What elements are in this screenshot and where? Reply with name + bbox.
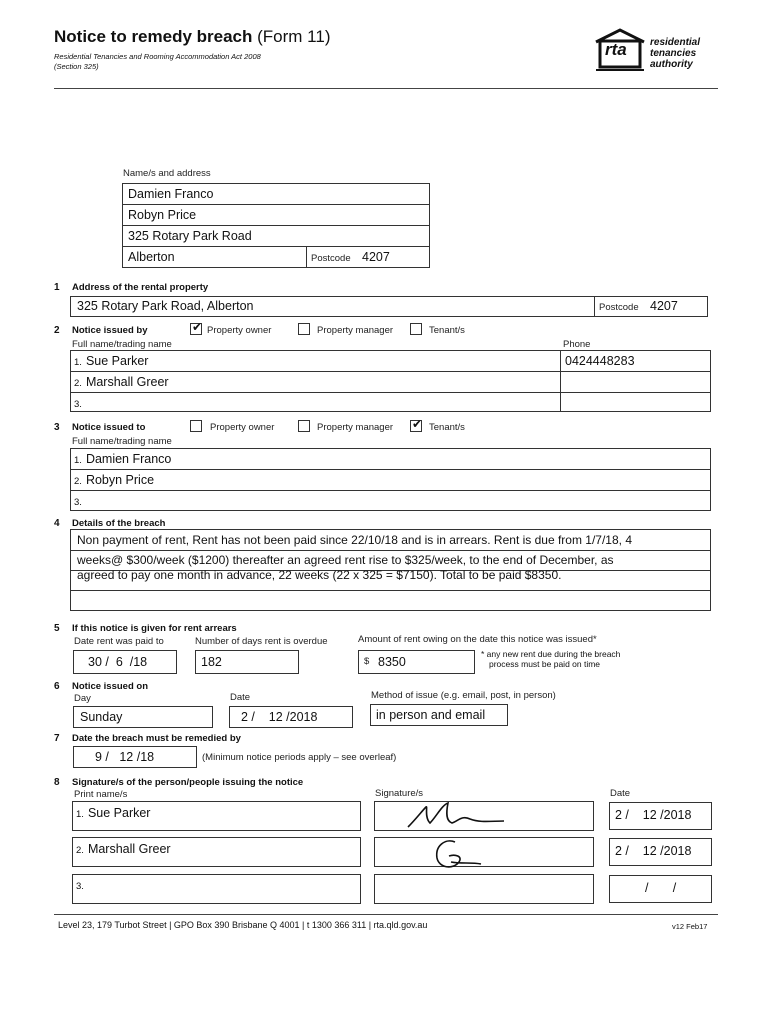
row-number: 3. xyxy=(76,881,84,892)
issued-by-phone-label: Phone xyxy=(563,339,591,350)
names-postcode-field[interactable]: 4207 xyxy=(362,250,390,264)
issue-date-field: 2 / 12 /2018 xyxy=(241,710,318,724)
issued-to-owner-label: Property owner xyxy=(210,422,275,433)
section-8-label: Signature/s of the person/people issuing the notice xyxy=(72,777,304,788)
issue-date-year: 2018 xyxy=(289,710,318,724)
names-row-line xyxy=(122,225,430,226)
rta-logo-text: rta xyxy=(605,40,627,59)
rta-logo-line1: residential xyxy=(650,37,701,48)
header-divider xyxy=(54,88,718,89)
issued-by-manager-label: Property manager xyxy=(317,325,394,336)
act-section: (Section 325) xyxy=(54,62,99,71)
sig-date-1-month: 12 xyxy=(642,808,657,822)
issued-by-owner-label: Property owner xyxy=(207,325,272,336)
issued-to-name-1: Damien Franco xyxy=(85,452,172,466)
property-postcode-field[interactable]: 4207 xyxy=(650,299,678,313)
signature-label: Signature/s xyxy=(375,788,424,799)
row-number: 2. xyxy=(74,378,82,389)
print-name-3-box[interactable] xyxy=(72,874,361,904)
section-2-label: Notice issued by xyxy=(72,325,148,336)
names-label: Name/s and address xyxy=(123,168,211,179)
days-overdue-field: 182 xyxy=(201,655,222,669)
section-7-number: 7 xyxy=(54,733,60,744)
rent-paid-day: 30 xyxy=(88,655,102,669)
amount-owing-box[interactable] xyxy=(358,650,475,674)
sig-date-2-year: 2018 xyxy=(663,844,692,858)
property-postcode-divider xyxy=(594,296,595,317)
issued-by-row-1[interactable] xyxy=(74,354,148,368)
section-5-number: 5 xyxy=(54,623,60,634)
issued-by-row-3[interactable] xyxy=(74,396,86,410)
issued-by-tenant-label: Tenant/s xyxy=(429,325,465,336)
section-5-label: If this notice is given for rent arrears xyxy=(72,623,237,634)
names-row-line xyxy=(122,246,430,247)
rent-note-line-2: process must be paid on time xyxy=(489,659,601,669)
dollar-sign: $ xyxy=(364,656,370,667)
rta-logo xyxy=(592,28,712,76)
form-title xyxy=(54,27,331,47)
issued-to-name-2: Robyn Price xyxy=(85,473,155,487)
section-2-number: 2 xyxy=(54,325,60,336)
issued-by-tenant-checkbox[interactable] xyxy=(410,323,422,335)
issue-date-day: 2 xyxy=(241,710,248,724)
print-name-1 xyxy=(76,806,150,820)
remedy-date-day: 9 xyxy=(95,750,102,764)
section-6-label: Notice issued on xyxy=(72,681,149,692)
signature-date-3-separators: / / xyxy=(645,881,677,895)
section-1-label: Address of the rental property xyxy=(72,282,209,293)
issued-to-manager-checkbox[interactable] xyxy=(298,420,310,432)
signature-date-1: 2 / 12 /2018 xyxy=(615,808,692,822)
sig-date-1-year: 2018 xyxy=(663,808,692,822)
breach-details-line-2[interactable]: weeks@ $300/week ($1200) thereafter an agreed rent rise to $325/week, to the end of December, as xyxy=(77,553,614,567)
breach-details-line-1[interactable]: Non payment of rent, Rent has not been paid since 22/10/18 and is in arrears. Rent is due from 1/7/18, 4 xyxy=(77,533,632,547)
section-7-label: Date the breach must be remedied by xyxy=(72,733,241,744)
issued-by-phone-divider xyxy=(560,350,561,412)
rent-paid-to-label: Date rent was paid to xyxy=(74,636,164,647)
issued-to-tenant-checkbox[interactable] xyxy=(410,417,423,432)
row-number: 1. xyxy=(74,455,82,466)
signature-1-drawing xyxy=(400,797,510,833)
issued-to-manager-label: Property manager xyxy=(317,422,394,433)
amount-owing-field: 8350 xyxy=(378,655,406,669)
act-name: Residential Tenancies and Rooming Accommodation Act 2008 xyxy=(54,52,261,61)
print-name-1-text: Sue Parker xyxy=(87,806,151,820)
issued-by-phone-1[interactable]: 0424448283 xyxy=(565,354,635,368)
row-number: 1. xyxy=(76,809,84,820)
section-6-number: 6 xyxy=(54,681,60,692)
check-mark-icon: ✔ xyxy=(192,320,203,334)
section-4-label: Details of the breach xyxy=(72,518,166,529)
issued-by-row-line xyxy=(70,371,711,372)
section-3-label: Notice issued to xyxy=(72,422,146,433)
section-4-number: 4 xyxy=(54,518,60,529)
issue-method-label: Method of issue (e.g. email, post, in person) xyxy=(371,690,556,701)
footer-version: v12 Feb17 xyxy=(672,922,708,931)
issued-by-name-label: Full name/trading name xyxy=(72,339,172,350)
names-line4-field[interactable]: Alberton xyxy=(128,250,175,264)
breach-row-line xyxy=(70,550,711,551)
issued-by-manager-checkbox[interactable] xyxy=(298,323,310,335)
row-number: 1. xyxy=(74,357,82,368)
print-name-2 xyxy=(76,842,171,856)
rta-logo-line3: authority xyxy=(650,59,693,70)
names-line3-field[interactable]: 325 Rotary Park Road xyxy=(128,229,252,243)
issue-day-label: Day xyxy=(74,693,91,704)
amount-owing-label: Amount of rent owing on the date this notice was issued* xyxy=(358,634,597,645)
remedy-date-month: 12 xyxy=(119,750,134,764)
rent-note-line-1: * any new rent due during the breach xyxy=(481,649,621,659)
issued-by-row-2[interactable] xyxy=(74,375,169,389)
remedy-date-field: 9 / 12 /18 xyxy=(95,750,155,764)
sig-date-1-day: 2 xyxy=(615,808,622,822)
names-postcode-divider xyxy=(306,246,307,268)
issued-to-name-label: Full name/trading name xyxy=(72,436,172,447)
signature-date-label: Date xyxy=(610,788,631,799)
issued-to-row-3[interactable] xyxy=(74,494,86,508)
issued-to-tenant-label: Tenant/s xyxy=(429,422,465,433)
issued-by-name-2: Marshall Greer xyxy=(85,375,169,389)
issued-by-owner-checkbox[interactable] xyxy=(190,320,203,335)
signature-3-box[interactable] xyxy=(374,874,594,904)
section-3-number: 3 xyxy=(54,422,60,433)
property-postcode-label: Postcode xyxy=(599,302,639,313)
issue-method-field: in person and email xyxy=(376,708,486,722)
remedy-note: (Minimum notice periods apply – see overleaf) xyxy=(202,752,397,763)
form-title-number: (Form 11) xyxy=(257,27,331,46)
issued-to-row-2[interactable] xyxy=(74,473,154,487)
check-mark-icon: ✔ xyxy=(412,417,423,431)
rta-logo-line2: tenancies xyxy=(650,48,697,59)
signature-2-drawing xyxy=(425,834,485,874)
rent-paid-year: 18 xyxy=(133,655,148,669)
issued-by-row-line xyxy=(70,392,711,393)
days-overdue-label: Number of days rent is overdue xyxy=(195,636,328,647)
rent-paid-to-field: 30 / 6 /18 xyxy=(88,655,148,669)
names-line2-field[interactable]: Robyn Price xyxy=(128,208,197,222)
sig-date-2-month: 12 xyxy=(642,844,657,858)
issue-date-label: Date xyxy=(230,692,251,703)
breach-row-line xyxy=(70,590,711,591)
footer-divider xyxy=(54,914,718,915)
names-row-line xyxy=(122,204,430,205)
issued-by-name-1: Sue Parker xyxy=(85,354,149,368)
remedy-date-year: 18 xyxy=(140,750,155,764)
names-line1-field[interactable]: Damien Franco xyxy=(128,187,214,201)
issued-to-row-1[interactable] xyxy=(74,452,171,466)
issued-to-owner-checkbox[interactable] xyxy=(190,420,202,432)
row-number: 3. xyxy=(74,497,82,508)
print-name-label: Print name/s xyxy=(74,789,128,800)
form-title-main: Notice to remedy breach xyxy=(54,27,253,46)
section-1-number: 1 xyxy=(54,282,60,293)
row-number: 2. xyxy=(76,845,84,856)
names-postcode-label: Postcode xyxy=(311,253,351,264)
print-name-3 xyxy=(76,878,88,892)
signature-date-2: 2 / 12 /2018 xyxy=(615,844,692,858)
breach-details-line-3[interactable]: agreed to pay one month in advance, 22 weeks (22 x 325 = $7150). Total to be paid $8350. xyxy=(77,568,562,582)
row-number: 3. xyxy=(74,399,82,410)
footer-address: Level 23, 179 Turbot Street | GPO Box 390 Brisbane Q 4001 | t 1300 366 311 | rta.qld.gov.au xyxy=(58,920,428,930)
rent-paid-month: 6 xyxy=(115,655,123,669)
sig-date-2-day: 2 xyxy=(615,844,622,858)
issued-to-row-line xyxy=(70,490,711,491)
print-name-2-text: Marshall Greer xyxy=(87,842,171,856)
issued-to-row-line xyxy=(70,469,711,470)
property-address-field[interactable]: 325 Rotary Park Road, Alberton xyxy=(77,299,254,313)
row-number: 2. xyxy=(74,476,82,487)
section-8-number: 8 xyxy=(54,777,60,788)
issue-date-month: 12 xyxy=(268,710,283,724)
issue-day-field: Sunday xyxy=(80,710,123,724)
